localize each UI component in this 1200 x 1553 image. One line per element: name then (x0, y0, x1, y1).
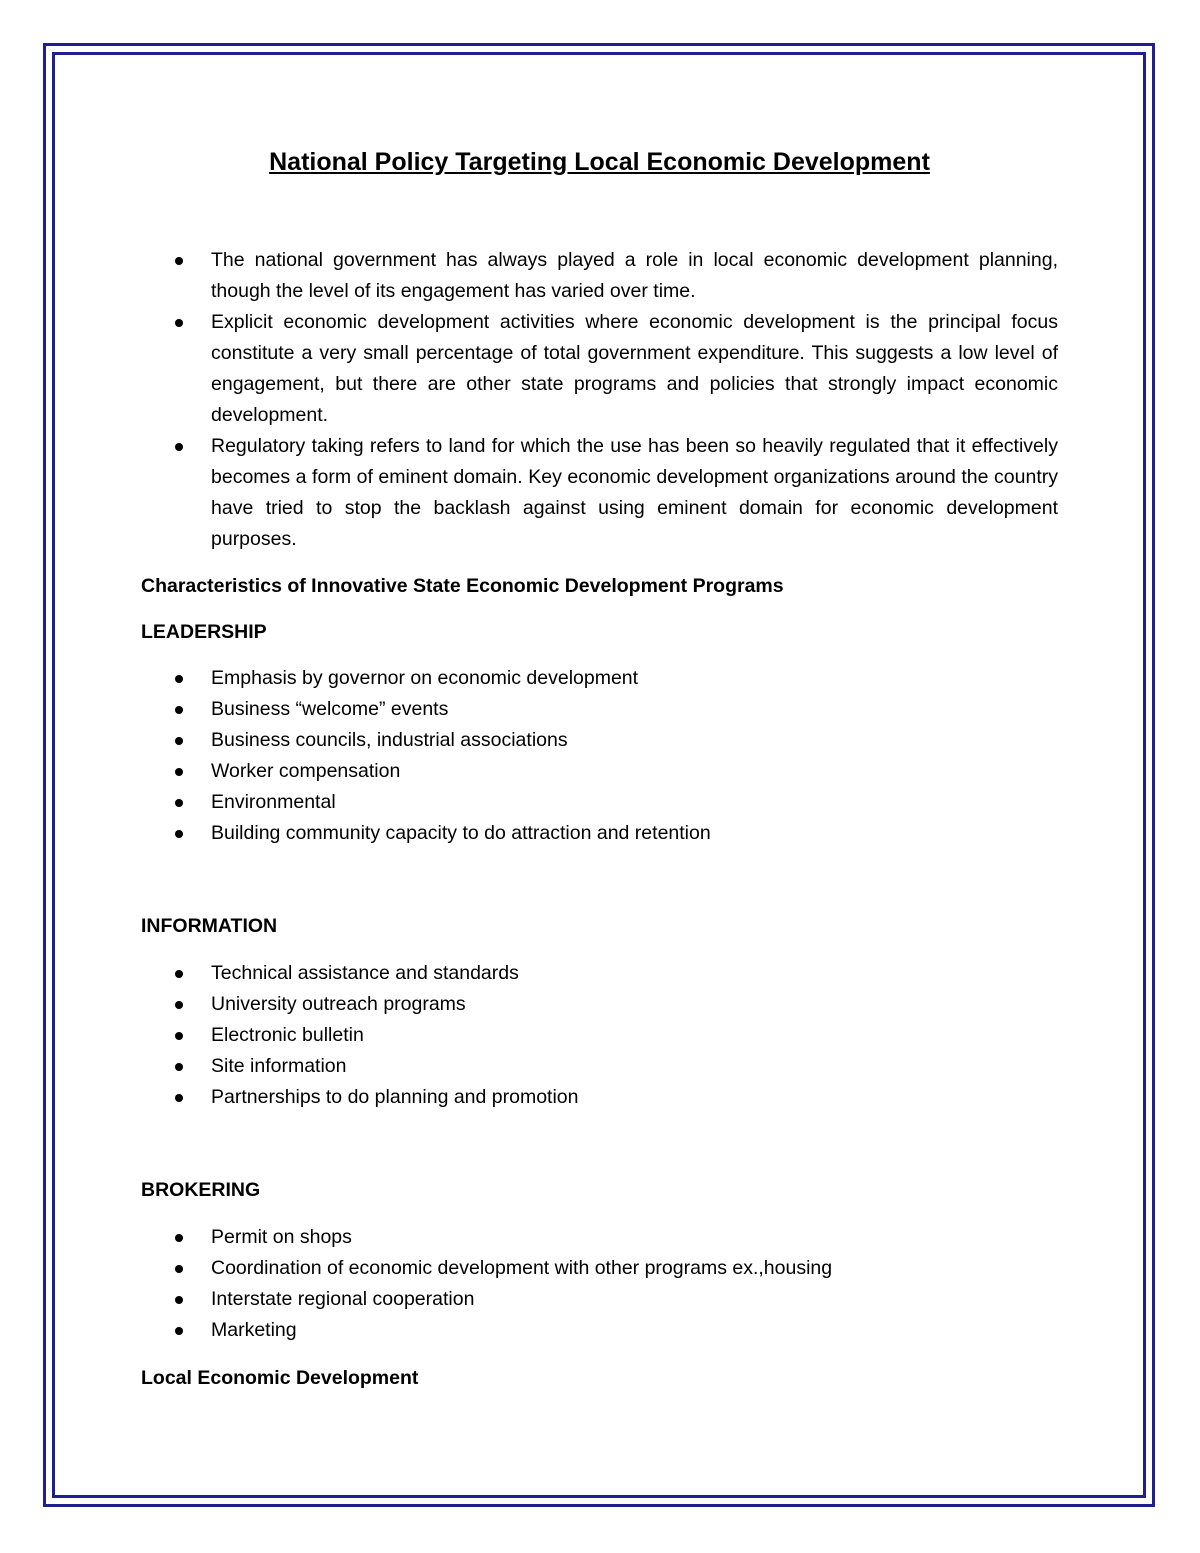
bullet-icon (175, 706, 183, 714)
list-item-text: Regulatory taking refers to land for which the use has been so heavily regulated that it effectively becomes a form of eminent domain. Key economic development organizations around the country have tried to stop the backlash against using eminent domain for economic development purposes. (211, 435, 1058, 550)
list-item-text: Environmental (211, 791, 336, 813)
bullet-icon (175, 1094, 183, 1102)
list-item (141, 1051, 1058, 1082)
list-item (141, 307, 1058, 431)
information-heading: INFORMATION (141, 915, 278, 937)
list-item-text: Partnerships to do planning and promotion (211, 1086, 579, 1108)
list-item-text: Technical assistance and standards (211, 962, 519, 984)
list-item (141, 431, 1058, 555)
bullet-icon (175, 1032, 183, 1040)
brokering-list (141, 1222, 1058, 1346)
list-item-text: Interstate regional cooperation (211, 1288, 475, 1310)
list-item (141, 694, 1058, 725)
bullet-icon (175, 737, 183, 745)
list-item-text: Business councils, industrial associations (211, 729, 568, 751)
bullet-icon (175, 1265, 183, 1273)
list-item-text: Worker compensation (211, 760, 401, 782)
list-item (141, 725, 1058, 756)
list-item (141, 756, 1058, 787)
bullet-icon (175, 799, 183, 807)
list-item-text: Marketing (211, 1319, 297, 1341)
bullet-icon (175, 443, 183, 451)
local-economic-development-heading: Local Economic Development (141, 1367, 419, 1389)
intro-bullet-list (141, 245, 1058, 555)
list-item (141, 663, 1058, 694)
list-item-text: The national government has always played a role in local economic development planning, though the level of its engagement has varied over time. (211, 249, 1058, 302)
bullet-icon (175, 1001, 183, 1009)
list-item (141, 1315, 1058, 1346)
list-item (141, 818, 1058, 849)
bullet-icon (175, 675, 183, 683)
bullet-icon (175, 970, 183, 978)
document-title: National Policy Targeting Local Economic Development (269, 148, 930, 176)
bullet-icon (175, 1063, 183, 1071)
list-item (141, 1082, 1058, 1113)
list-item-text: Emphasis by governor on economic development (211, 667, 639, 689)
leadership-list (141, 663, 1058, 849)
bullet-icon (175, 319, 183, 327)
bullet-icon (175, 1234, 183, 1242)
list-item (141, 1284, 1058, 1315)
list-item-text: Business “welcome” events (211, 698, 449, 720)
leadership-heading: LEADERSHIP (141, 621, 267, 643)
list-item (141, 1253, 1058, 1284)
list-item (141, 787, 1058, 818)
list-item (141, 1222, 1058, 1253)
list-item (141, 1020, 1058, 1051)
list-item-text: Coordination of economic development with other programs ex.,housing (211, 1257, 833, 1279)
list-item-text: University outreach programs (211, 993, 466, 1015)
list-item-text: Explicit economic development activities where economic development is the principal focus constitute a very small percentage of total government expenditure. This suggests a low level of engagement, but there are other state programs and policies that strongly impact economic development. (211, 311, 1058, 426)
bullet-icon (175, 1296, 183, 1304)
bullet-icon (175, 830, 183, 838)
brokering-heading: BROKERING (141, 1179, 261, 1201)
list-item (141, 989, 1058, 1020)
bullet-icon (175, 1327, 183, 1335)
bullet-icon (175, 257, 183, 265)
bullet-icon (175, 768, 183, 776)
characteristics-heading: Characteristics of Innovative State Economic Development Programs (141, 575, 784, 597)
list-item (141, 958, 1058, 989)
list-item-text: Building community capacity to do attraction and retention (211, 822, 711, 844)
list-item (141, 245, 1058, 307)
list-item-text: Site information (211, 1055, 347, 1077)
list-item-text: Electronic bulletin (211, 1024, 364, 1046)
information-list (141, 958, 1058, 1113)
list-item-text: Permit on shops (211, 1226, 352, 1248)
